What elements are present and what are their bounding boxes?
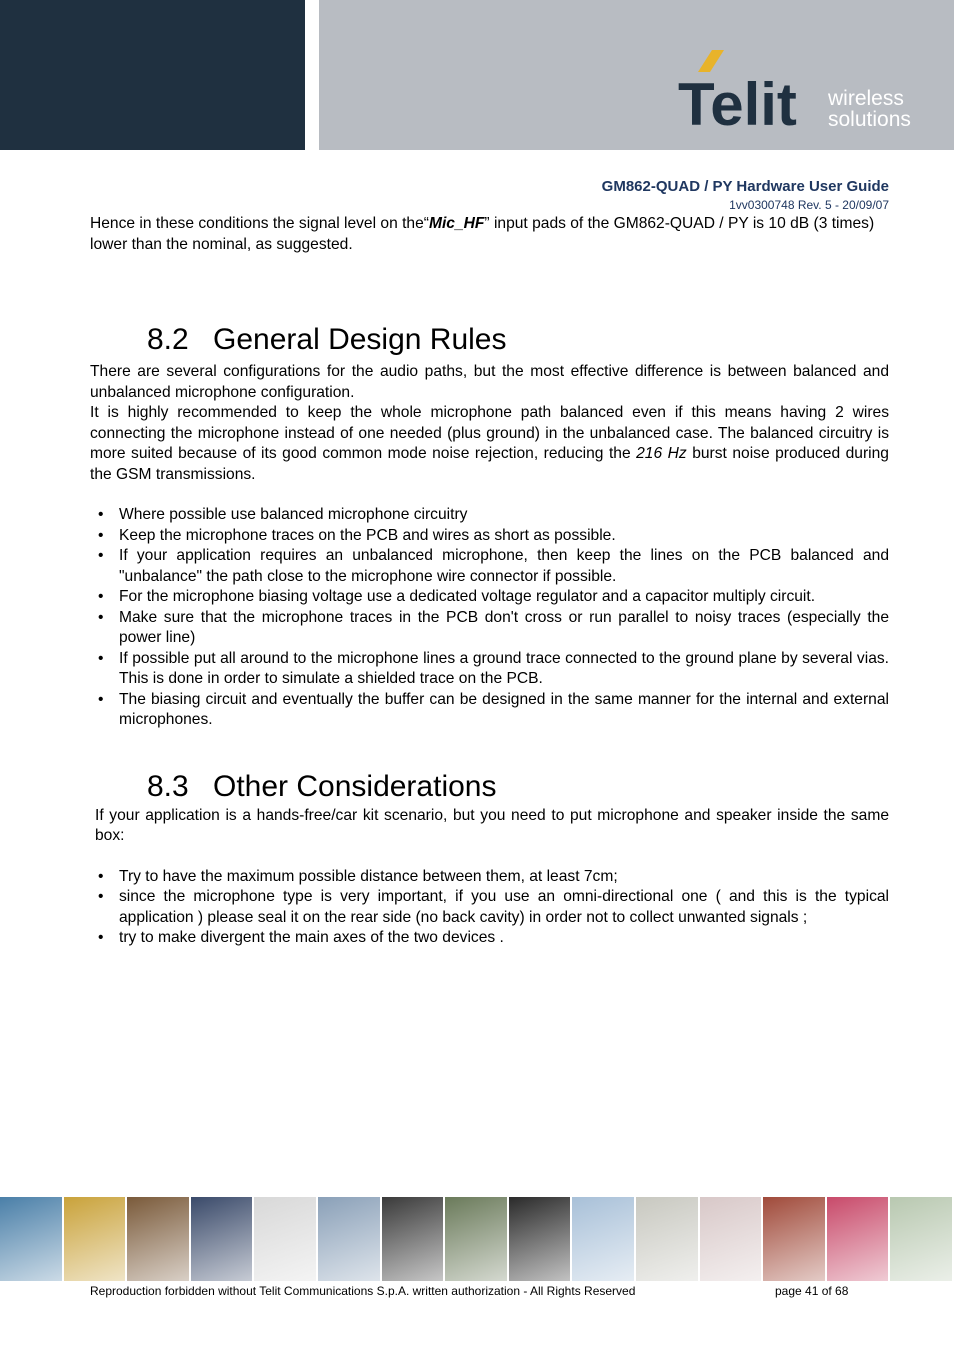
footer-photo-tile <box>382 1197 444 1281</box>
footer-copyright: Reproduction forbidden without Telit Communications S.p.A. written authorization - All Rights Reserved <box>90 1284 636 1298</box>
page-content <box>90 214 889 949</box>
list-item: • If your application requires an unbalanced microphone, then keep the lines on the PCB balanced and "unbalance" the path close to the microphone wire connector if possible. <box>98 547 889 585</box>
list-item: • Where possible use balanced microphone circuitry <box>98 506 468 523</box>
list-item: • The biasing circuit and eventually the buffer can be designed in the same manner for the internal and external microphones. <box>98 690 889 728</box>
footer-photo-tile <box>572 1197 634 1281</box>
footer-photo-tile <box>127 1197 189 1281</box>
footer-photo-tile <box>64 1197 126 1281</box>
section-8-3-bullet-list <box>90 867 889 949</box>
footer-photo-tile <box>636 1197 698 1281</box>
intro-paragraph: Hence in these conditions the signal level on the“Mic_HF” input pads of the GM862-QUAD / PY is 10 dB (3 times) lower than the nominal, as suggested. <box>90 215 875 253</box>
section-8-3-paragraph: If your application is a hands-free/car kit scenario, but you need to put microphone and speaker inside the same box: <box>95 806 889 844</box>
svg-text:wireless: wireless <box>828 87 904 110</box>
svg-text:solutions: solutions <box>828 108 911 131</box>
list-item: • Keep the microphone traces on the PCB and wires as short as possible. <box>98 526 616 544</box>
document-title: GM862-QUAD / PY Hardware User Guide <box>601 178 889 195</box>
section-8-2-paragraph-2: It is highly recommended to keep the whole microphone path balanced even if this means having 2 wires connecting the microphone instead of one needed (plus ground) in the unbalanced case. The balanced circuitry is more suited because of its good common mode noise rejection, reducing the 216 Hz burst noise produced during the GSM transmissions. <box>90 404 889 483</box>
footer-photo-tile <box>318 1197 380 1281</box>
footer-image-strip <box>0 1197 954 1281</box>
section-8-2-paragraph-1: There are several configurations for the audio paths, but the most effective difference is between balanced and unbalanced microphone configuration. <box>90 363 889 401</box>
page-number: page 41 of 68 <box>775 1284 849 1298</box>
section-8-2-heading: 8.2 General Design Rules <box>147 323 507 356</box>
footer-photo-tile <box>827 1197 889 1281</box>
footer-photo-tile <box>445 1197 507 1281</box>
header-dark-panel <box>0 0 305 150</box>
footer-photo-tile <box>509 1197 571 1281</box>
footer-photo-tile <box>763 1197 825 1281</box>
document-revision: 1vv0300748 Rev. 5 - 20/09/07 <box>729 198 889 212</box>
list-item: • For the microphone biasing voltage use a dedicated voltage regulator and a capacitor multiply circuit. <box>98 588 816 605</box>
section-8-2-bullet-list <box>90 505 889 731</box>
section-8-3-heading: 8.3 Other Considerations <box>147 769 497 803</box>
telit-logo <box>676 50 936 140</box>
footer-photo-tile <box>254 1197 316 1281</box>
list-item: • Try to have the maximum possible distance between them, at least 7cm; <box>98 867 618 885</box>
svg-text:Telit: Telit <box>678 71 797 138</box>
list-item: • since the microphone type is very important, if you use an omni-directional one ( and this is the typical application ) please seal it on the rear side (no back cavity) in order not to collect unwanted signals ; <box>98 888 889 926</box>
list-item: • If possible put all around to the microphone lines a ground trace connected to the ground plane by several vias. This is done in order to simulate a shielded trace on the PCB. <box>98 649 889 687</box>
footer-photo-tile <box>700 1197 762 1281</box>
footer-photo-tile <box>890 1197 952 1281</box>
footer-photo-tile <box>191 1197 253 1281</box>
list-item: • Make sure that the microphone traces in the PCB don't cross or run parallel to noisy traces (especially the power line) <box>98 608 889 646</box>
list-item: • try to make divergent the main axes of the two devices . <box>98 929 504 946</box>
footer-photo-tile <box>0 1197 62 1281</box>
